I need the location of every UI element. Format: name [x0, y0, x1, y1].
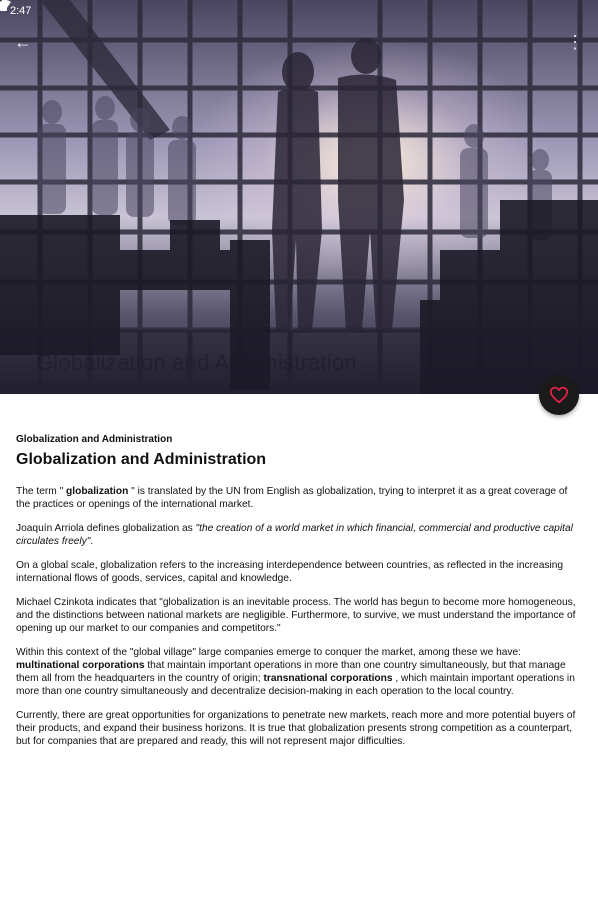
hero-image	[0, 0, 598, 394]
battery-icon	[0, 0, 7, 11]
article-headline: Globalization and Administration	[16, 451, 267, 468]
p5-text-2: that maintain important operations in more than one country simultaneously, but that manage them all from the headquarters in the country of origin;	[16, 660, 566, 684]
arrow-back-icon[interactable]: ←	[14, 32, 32, 52]
p5-text-3: , which maintain important operations in more than one country simultaneously and decentralize decision-making in each operation to the local country.	[16, 673, 575, 697]
p2-text-2: .	[90, 536, 94, 547]
favorite-button[interactable]	[539, 375, 579, 415]
heart-outline-icon	[549, 386, 569, 404]
p1-text-1: The term "	[16, 486, 64, 497]
p5-bold-2: transnational corporations	[263, 673, 393, 684]
paragraph-3: On a global scale, globalization refers to the increasing interdependence between countries, as reflected in the increasing international flows of goods, services, capital and knowledge.	[16, 560, 564, 584]
status-time: 2:47	[10, 5, 32, 17]
paragraph-4: Michael Czinkota indicates that "globalization is an inevitable process. The world has begun to become more homogeneous, and the distinctions between national markets are negligible. Furthermore, to survive, we must understand the importance of opening up our market to our companies and competitors."	[16, 597, 576, 634]
paragraph-2	[16, 522, 584, 548]
p2-text-1: Joaquín Arriola defines globalization as	[16, 523, 196, 534]
paragraph-1	[16, 485, 584, 511]
more-vert-icon[interactable]: ⋮	[566, 32, 584, 52]
p2-italic-1: "the creation of a world market in which financial, commercial and productive capital circulates freely"	[16, 523, 573, 547]
p5-bold-1: multinational corporations	[16, 660, 145, 671]
paragraph-6: Currently, there are great opportunities for organizations to penetrate new markets, reach more and more potential buyers of their products, and expand their business horizons. It is true that globalization presents strong competition as a counterpart, but for companies that are prepared and ready, this will not represent major difficulties.	[16, 710, 576, 747]
hero-title: Globalization and Administration	[36, 350, 357, 375]
p1-text-2: " is translated by the UN from English as globalization, trying to interpret it as a great coverage of the practices or openings of the international market.	[16, 486, 568, 510]
status-bar	[0, 0, 598, 22]
p1-bold-1: globalization	[63, 486, 132, 497]
app-toolbar	[0, 30, 598, 58]
article-kicker: Globalization and Administration	[16, 434, 173, 445]
article-body	[16, 434, 584, 759]
office-silhouettes-illustration	[0, 0, 598, 394]
paragraph-5	[16, 646, 584, 698]
p5-text-1: Within this context of the "global village" large companies emerge to conquer the market, among these we have:	[16, 647, 521, 658]
